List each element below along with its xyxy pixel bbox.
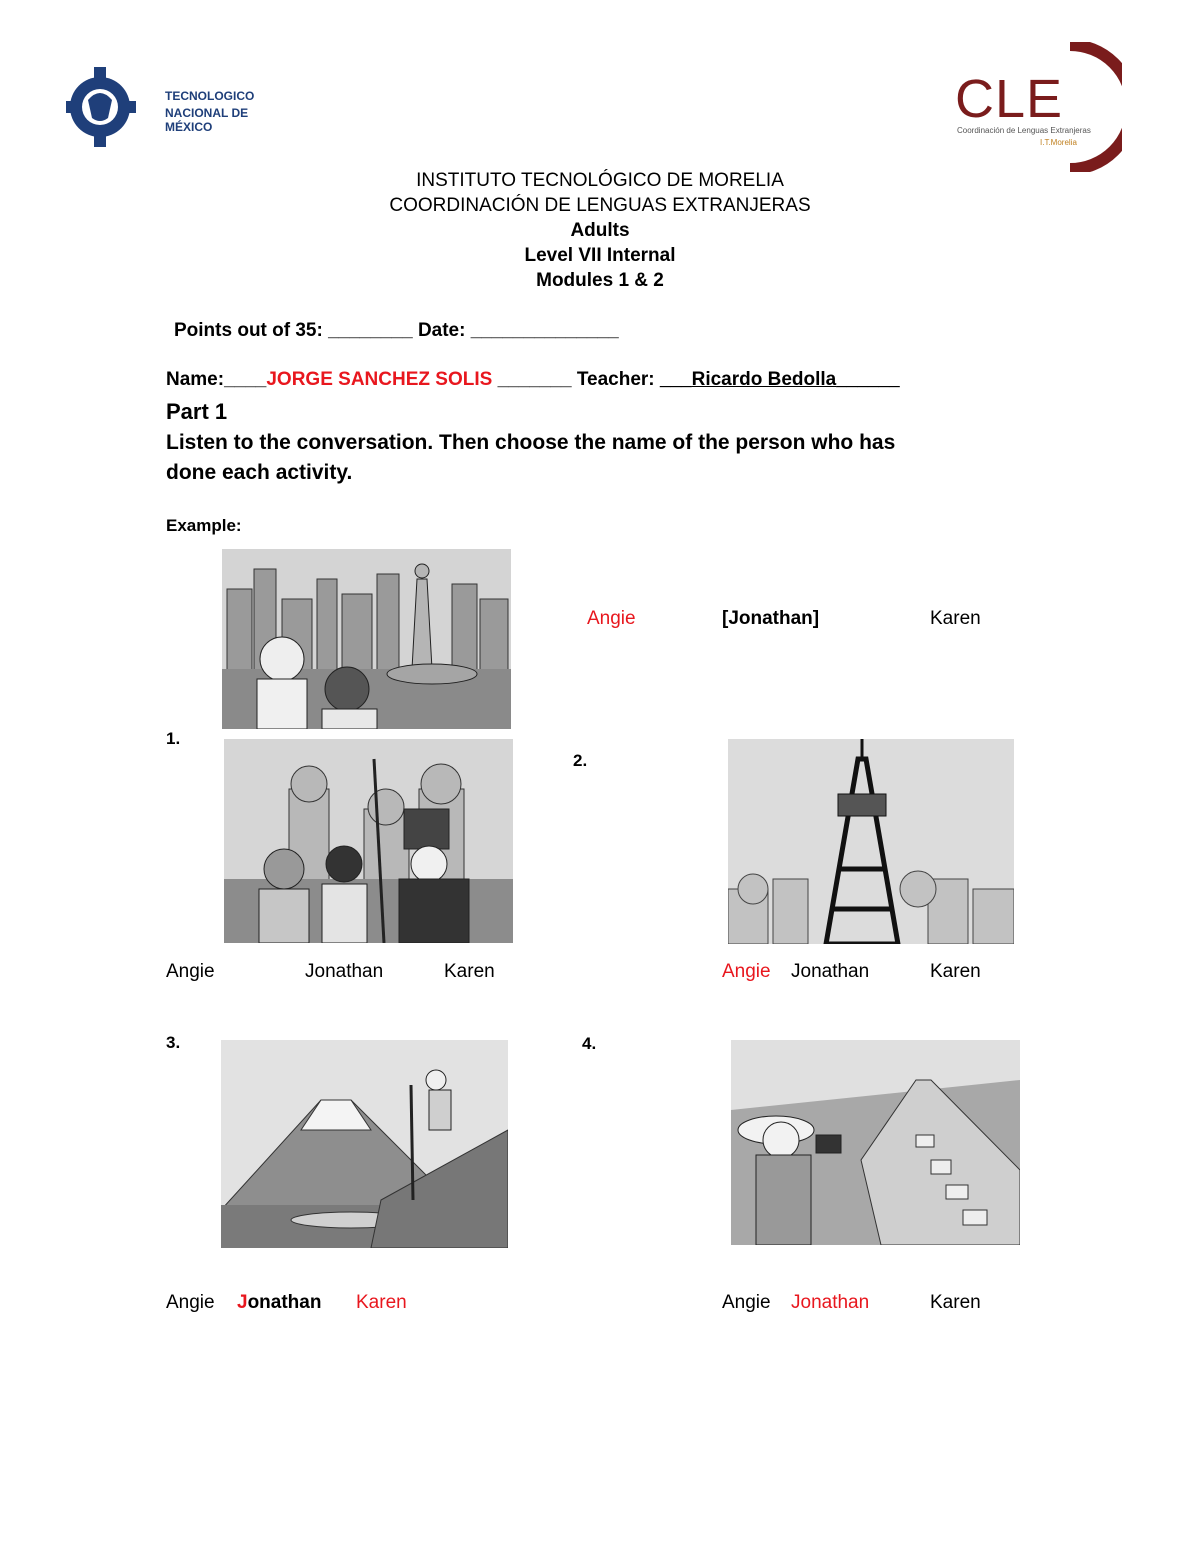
cle-logo-campus: I.T.Morelia [1040,138,1077,147]
title-level: Level VII Internal [524,245,676,266]
name-label: Name: [166,369,225,390]
instruction-line2: done each activity. [166,461,353,484]
tower-illustration [728,739,1014,944]
q1-option-angie: Angie [166,961,215,982]
q3-option-karen: Karen [356,1292,407,1313]
teacher-blank-pre: ___ [659,369,692,390]
teacher-name: Ricardo Bedolla [691,369,837,390]
q3-option-jonathan-rest: onathan [247,1292,322,1313]
q2-option-angie: Angie [722,961,771,982]
q2-option-jonathan: Jonathan [791,961,870,982]
example-option-karen: Karen [930,608,981,629]
teacher-blank-post: ______ [836,369,900,390]
tecnm-gear-icon [66,62,136,152]
q4-option-jonathan: Jonathan [791,1292,870,1313]
q1-option-karen: Karen [444,961,495,982]
q4-option-angie: Angie [722,1292,771,1313]
name-teacher-line [166,369,900,391]
title-coordination: COORDINACIÓN DE LENGUAS EXTRANJERAS [389,195,811,216]
tecnm-logo [66,62,296,152]
title-adults: Adults [570,220,630,241]
question-4-number: 4. [582,1034,597,1053]
title-institute: INSTITUTO TECNOLÓGICO DE MORELIA [416,170,784,191]
points-label: Points out of 35: [174,320,323,341]
title-modules: Modules 1 & 2 [536,270,664,291]
q3-option-jonathan [237,1292,321,1314]
question-2-number: 2. [573,751,588,770]
teacher-value-group [660,369,900,390]
question-3-picture [221,1040,508,1248]
q2-option-karen: Karen [930,961,981,982]
question-2-picture [728,739,1014,944]
q1-option-jonathan: Jonathan [305,961,384,982]
part-title: Part 1 [166,399,228,424]
instruction-line1: Listen to the conversation. Then choose the name of the person who has [166,431,896,454]
student-name: JORGE SANCHEZ SOLIS [266,369,493,390]
question-4-picture [731,1040,1020,1245]
example-label: Example: [166,516,242,535]
tecnm-logo-line2: NACIONAL DE MÉXICO [165,106,249,134]
date-label: Date: [417,320,466,341]
date-blank: ______________ [470,320,619,341]
tecnm-logo-line1: TECNOLOGICO [165,89,255,103]
example-option-angie: Angie [587,608,636,629]
example-picture [222,549,511,729]
castle-guard-illustration [224,739,513,943]
question-1-number: 1. [166,729,181,748]
city-statue-illustration [222,549,511,729]
question-1-picture [224,739,513,943]
cle-logo-subtitle: Coordinación de Lenguas Extranjeras [957,126,1091,135]
teacher-label: Teacher: [576,369,655,390]
points-blank: ________ [328,320,413,341]
cle-logo [950,42,1125,172]
mountain-hiker-illustration [221,1040,508,1248]
example-option-jonathan: [Jonathan] [722,608,820,629]
question-3-number: 3. [166,1033,181,1052]
name-blank-pre: ____ [224,369,267,390]
points-date-line [174,320,619,342]
cle-arc-icon [1062,42,1122,172]
name-blank-post: _______ [497,369,572,390]
q4-option-karen: Karen [930,1292,981,1313]
q3-option-jonathan-initial: J [237,1292,248,1313]
great-wall-illustration [731,1040,1020,1245]
q3-option-angie: Angie [166,1292,215,1313]
cle-logo-text: CLE [955,69,1064,129]
